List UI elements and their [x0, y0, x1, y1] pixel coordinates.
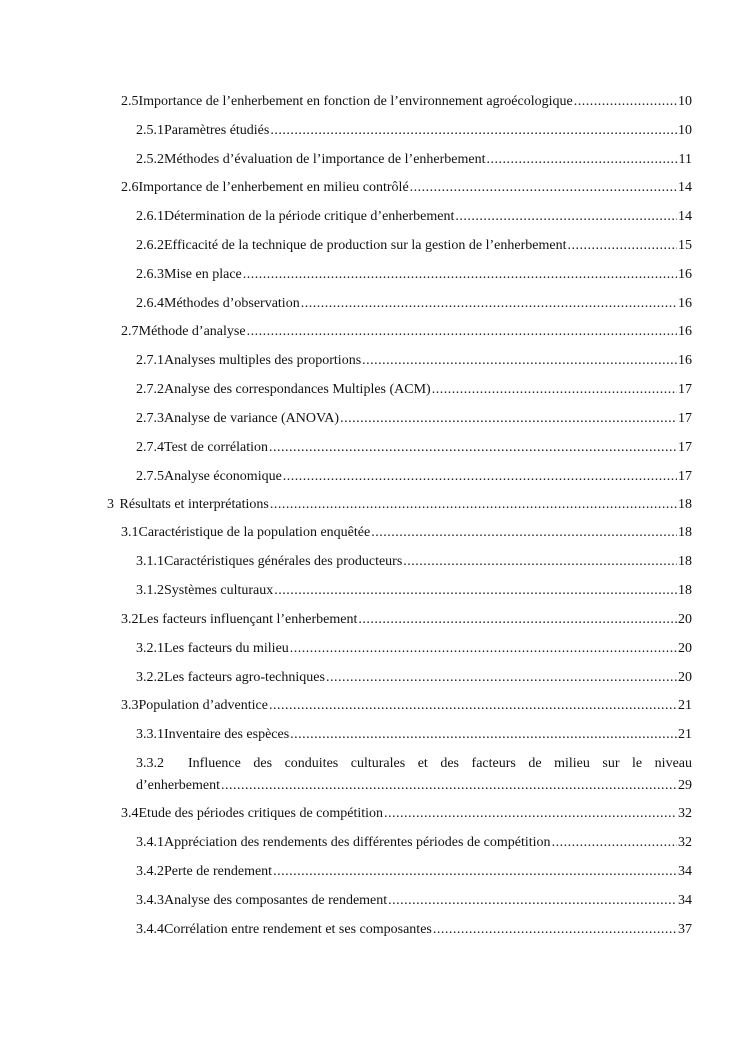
toc-entry-title: Mise en place [164, 267, 242, 282]
dot-leader [270, 496, 677, 514]
toc-entry-page: 18 [678, 554, 692, 569]
toc-entry-title-continued: d’enherbement [136, 778, 220, 793]
dot-leader [243, 266, 677, 284]
toc-entry-page: 18 [678, 525, 692, 540]
toc-entry-number: 2.5.1 [136, 123, 164, 138]
toc-entry-title: Corrélation entre rendement et ses composantes [164, 922, 432, 937]
toc-entry-page: 18 [678, 497, 692, 512]
toc-entry-page: 17 [678, 411, 692, 426]
toc-entry-page: 17 [678, 440, 692, 455]
toc-entry-page: 17 [678, 469, 692, 484]
toc-entry-page: 10 [678, 94, 692, 109]
dot-leader [433, 921, 677, 939]
dot-leader [270, 122, 677, 140]
dot-leader [290, 640, 677, 658]
toc-entry-number: 3.2 [121, 612, 139, 627]
toc-entry-title: Les facteurs du milieu [164, 641, 289, 656]
dot-leader [358, 611, 677, 629]
toc-entry-title: Inventaire des espèces [164, 727, 290, 742]
toc-entry-page: 17 [678, 382, 692, 397]
toc-entry-number: 3.4.3 [136, 893, 164, 908]
toc-entry-number: 3.2.2 [136, 670, 164, 685]
toc-entry-title: Analyses multiples des proportions [164, 353, 362, 368]
dot-leader [410, 179, 677, 197]
toc-entry-title: Analyse des correspondances Multiples (ACM) [164, 382, 431, 397]
toc-entry-page: 20 [678, 670, 692, 685]
toc-entry-number: 2.7.2 [136, 382, 164, 397]
dot-leader [455, 208, 677, 226]
toc-entry-number: 3.4.4 [136, 922, 164, 937]
dot-leader [269, 697, 677, 715]
toc-entry-number: 3.1.2 [136, 583, 164, 598]
toc-entry-title: Les facteurs agro-techniques [164, 670, 325, 685]
dot-leader [552, 834, 677, 852]
toc-entry-number: 3.1.1 [136, 554, 164, 569]
toc-entry-page: 10 [678, 123, 692, 138]
dot-leader [574, 93, 677, 111]
toc-entry-number: 2.6.4 [136, 296, 164, 311]
dot-leader [362, 352, 677, 370]
dot-leader [384, 805, 677, 823]
toc-entry-title: Analyse des composantes de rendement [164, 893, 388, 908]
dot-leader [567, 237, 677, 255]
toc-entry-title: Méthodes d’observation [164, 296, 300, 311]
toc-entry-title: Caractéristique de la population enquêtée [138, 525, 371, 540]
toc-entry-title: Détermination de la période critique d’enherbement [164, 209, 455, 224]
toc-entry-number: 2.7.1 [136, 353, 164, 368]
toc-entry-number: 3.1 [121, 525, 139, 540]
toc-entry-number: 3 [107, 497, 114, 512]
dot-leader [273, 863, 677, 881]
toc-entry-page: 16 [678, 267, 692, 282]
dot-leader [290, 726, 677, 744]
toc-entry-page: 21 [678, 698, 692, 713]
toc-entry-title: Population d’adventice [138, 698, 268, 713]
toc-entry-page: 11 [678, 152, 692, 167]
toc-entry-title: Résultats et interprétations [119, 497, 269, 512]
toc-entry-number: 3.4 [121, 806, 139, 821]
dot-leader [326, 669, 677, 687]
toc-entry-title: Importance de l’enherbement en fonction de l’environnement agroécologique [138, 94, 573, 109]
toc-entry-page: 32 [678, 806, 692, 821]
toc-entry-page: 32 [678, 835, 692, 850]
dot-leader [301, 295, 677, 313]
toc-entry-title: Importance de l’enherbement en milieu contrôlé [138, 180, 409, 195]
toc-entry-number: 2.5 [121, 94, 139, 109]
toc-entry-page: 14 [678, 209, 692, 224]
toc-entry-page: 34 [678, 893, 692, 908]
toc-entry-number: 2.6 [121, 180, 139, 195]
toc-entry-title: Appréciation des rendements des différentes périodes de compétition [164, 835, 551, 850]
toc-entry-number: 2.6.3 [136, 267, 164, 282]
dot-leader [403, 553, 677, 571]
toc-entry-page: 20 [678, 641, 692, 656]
toc-entry-title: Méthode d’analyse [138, 324, 246, 339]
toc-entry-title: Paramètres étudiés [164, 123, 270, 138]
toc-entry-title: Systèmes culturaux [164, 583, 274, 598]
toc-entry-title: Etude des périodes critiques de compétition [138, 806, 384, 821]
toc-entry-number: 3.2.1 [136, 641, 164, 656]
dot-leader [283, 468, 677, 486]
toc-entry-number: 2.6.1 [136, 209, 164, 224]
dot-leader [221, 777, 677, 795]
toc-entry-number: 3.4.1 [136, 835, 164, 850]
toc-entry-number: 2.7.5 [136, 469, 164, 484]
toc-entry-title: Test de corrélation [164, 440, 268, 455]
toc-entry-number: 3.3.1 [136, 727, 164, 742]
dot-leader [487, 151, 678, 169]
toc-entry-page: 15 [678, 238, 692, 253]
toc-entry-title: Analyse économique [164, 469, 282, 484]
toc-entry-page: 29 [678, 778, 692, 793]
dot-leader [432, 381, 677, 399]
toc-entry-number: 3.3.2 [136, 756, 164, 771]
dot-leader [388, 892, 677, 910]
toc-entry-page: 16 [678, 324, 692, 339]
toc-entry-title: Méthodes d’évaluation de l’importance de l’enherbement [164, 152, 486, 167]
toc-entry-number: 2.7.3 [136, 411, 164, 426]
toc-entry-page: 20 [678, 612, 692, 627]
toc-entry-page: 14 [678, 180, 692, 195]
toc-entry-page: 18 [678, 583, 692, 598]
toc-entry-page: 37 [678, 922, 692, 937]
toc-entry-number: 3.4.2 [136, 864, 164, 879]
toc-entry-title: Influence des conduites culturales et des facteurs de milieu sur le niveau [188, 756, 692, 771]
toc-entry-number: 2.7.4 [136, 440, 164, 455]
toc-entry-title: Analyse de variance (ANOVA) [164, 411, 340, 426]
dot-leader [340, 410, 677, 428]
toc-entry-number: 3.3 [121, 698, 139, 713]
toc-entry-title: Caractéristiques générales des producteurs [164, 554, 403, 569]
dot-leader [247, 323, 677, 341]
toc-entry-page: 34 [678, 864, 692, 879]
toc-entry-page: 16 [678, 353, 692, 368]
dot-leader [371, 524, 677, 542]
toc-entry-title: Perte de rendement [164, 864, 273, 879]
toc-entry-number: 2.5.2 [136, 152, 164, 167]
toc-entry-title: Les facteurs influençant l’enherbement [138, 612, 358, 627]
dot-leader [274, 582, 677, 600]
toc-entry-number: 2.6.2 [136, 238, 164, 253]
toc-entry-page: 21 [678, 727, 692, 742]
dot-leader [269, 439, 677, 457]
toc-entry-number: 2.7 [121, 324, 139, 339]
toc-entry-page: 16 [678, 296, 692, 311]
toc-entry-title: Efficacité de la technique de production sur la gestion de l’enherbement [164, 238, 567, 253]
